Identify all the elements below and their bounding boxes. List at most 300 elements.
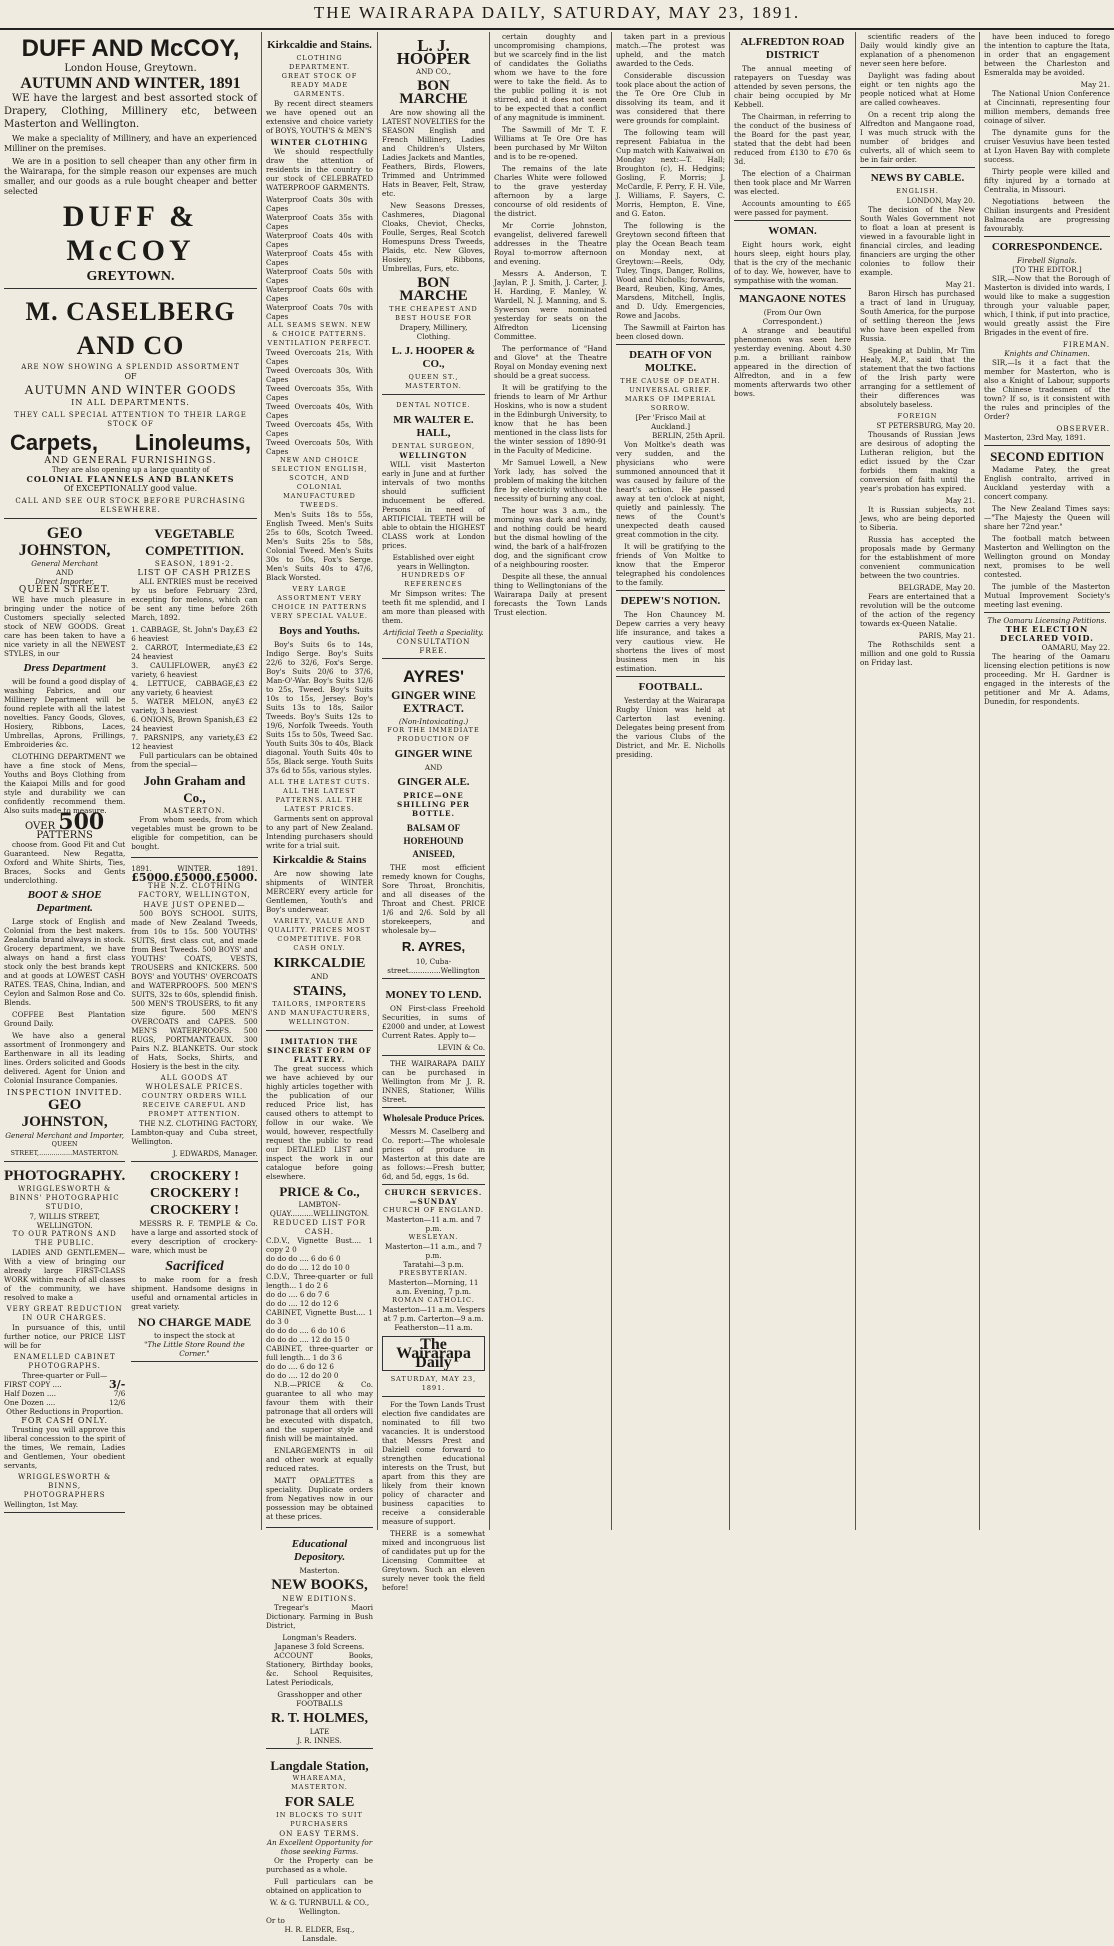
geo-dress: Dress Department bbox=[23, 662, 106, 674]
whole-body: Messrs M. Caselberg and Co. report:—The wholesale prices of produce in Masterton at this date are as follows:—Fresh butter, 6d, and 5d, eggs, 1s 6d. bbox=[382, 1127, 485, 1181]
photo-half: Half Dozen .... bbox=[4, 1389, 56, 1398]
c5-football: FOOTBALL. bbox=[638, 681, 703, 693]
photo-addr: 7, WILLIS STREET, WELLINGTON. bbox=[29, 1212, 100, 1230]
veg-item-prizes bbox=[235, 733, 257, 751]
price-imit: IMITATION THE SINCEREST FORM OF FLATTERY. bbox=[267, 1037, 372, 1064]
c6-mang: MANGAONE NOTES bbox=[739, 293, 846, 305]
veg-body: ALL ENTRIES must be received by us before February 23rd, excepting for melons, which can be sent any time before 26th March, 1892. bbox=[131, 577, 258, 622]
c8-fire: Firebell Signals. bbox=[1017, 256, 1077, 265]
ad-ayres bbox=[382, 662, 485, 979]
ad-photography bbox=[4, 1165, 125, 1513]
k-title3: KIRKCALDIE bbox=[273, 956, 366, 971]
geo-boot-body: Large stock of English and Colonial from the best makers. Zealandia brand always in stock. Grocery department, we have always on hand a first class stock only the best brands kept and at goods at LOWEST CASH RATES. TEAS, China, Indian, and Ceylon and Salmon Rose and Co. Blends. bbox=[4, 917, 126, 1007]
ayres-balsam-body: THE most efficient remedy known for Coughs, Sore Throat, Bronchitis, and all diseases of the Throat and Chest. PRICE 1/6 and 2/6. Sold by all storekeepers, and wholesale by— bbox=[382, 863, 485, 935]
c8-obsdate: Masterton, 23rd May, 1891. bbox=[984, 433, 1086, 442]
dental-hall: MR WALTER E. HALL, bbox=[393, 414, 474, 439]
c8-p7: SIR,—Is it a fact that the member for Masterton, who is also a Knight of Labour, supports the Chinese tradesmen of the town? If so, is it consistent with the rules and principles of the Order? bbox=[984, 358, 1110, 421]
c7-p11: The Rothschilds sent a million and one gold to Russia on Friday last. bbox=[860, 640, 975, 667]
edu-masterton: Masterton. bbox=[299, 1566, 340, 1575]
k-title: Kirkcaldie and Stains. bbox=[267, 39, 372, 51]
veg-prize-second: £2 bbox=[248, 643, 258, 652]
c5-p4: The following is the Greytown second fifteen that play the Ocean Beach team on Monday next, at Greytown:—Reels, Ody, Tuley, Tings, Danger, Rollins, Wood and Nicholls; forwards, Beard, Reuben, King, Ames, Marsdens, Mitchell, Inglis, and D. Udy. Emergencies, Rowe and Jacobs. bbox=[616, 221, 725, 320]
caselberg-excep: Of EXCEPTIONALLY good value. bbox=[63, 484, 198, 493]
c6-p5: Eight hours work, eight hours sleep, eight hours play, that is the cry of the mechanic of to day. We, however, have to sympathise with the woman. bbox=[734, 240, 851, 285]
c5-depew: DEPEW'S NOTION. bbox=[620, 595, 721, 607]
k-seams: ALL SEAMS SEWN. NEW & CHOICE PATTERNS. VENTILATION PERFECT. bbox=[267, 321, 372, 347]
c6-p2: The Chairman, in referring to the conduct of the business of the Board for the past year, stated that the debt had been reduced from £130 to £70 6s 3d. bbox=[734, 112, 851, 166]
ad-kirkcaldie bbox=[266, 32, 373, 1031]
geo2-street: QUEEN STREET,................MASTERTON. bbox=[10, 1140, 119, 1157]
lang-title: Langdale Station, bbox=[270, 1758, 369, 1773]
ayres-balsam: BALSAM OF HOREHOUND ANISEED, bbox=[403, 823, 464, 859]
tweed-row: Tweed Overcoats 21s, With Capes bbox=[266, 348, 373, 366]
k-waterproof bbox=[266, 195, 373, 321]
geo-coffee: COFFEE Best Plantation Ground Daily. bbox=[4, 1010, 126, 1028]
c8-p1: have been induced to forego the intention to capture the Itata, in order that an engagement between the Charleston and Esmeralda may be avoided. bbox=[984, 32, 1110, 77]
caselberg-title: M. CASELBERG AND CO bbox=[25, 297, 236, 360]
price-list-row: do do .... 6 do 12 6 bbox=[266, 1362, 334, 1371]
lang-property: Or the Property can be purchased as a whole. bbox=[266, 1856, 373, 1874]
price-reduced: REDUCED LIST FOR CASH. bbox=[272, 1218, 367, 1236]
paper-date: SATURDAY, MAY 23, 1891. bbox=[390, 1375, 477, 1392]
duff-body: WE have the largest and best assorted stock of Drapery, Clothing, Millinery etc, between Masterton and Wellington. bbox=[4, 93, 257, 130]
ayres-nonintox: (Non-Intoxicating.) bbox=[398, 717, 469, 726]
column-3 bbox=[378, 32, 490, 1592]
geo-sub2: AND bbox=[56, 568, 74, 577]
c8-may21: May 21. bbox=[1080, 80, 1110, 89]
caselberg-furn: AND GENERAL FURNISHINGS. bbox=[44, 456, 217, 466]
duff-season: AUTUMN AND WINTER, 1891 bbox=[20, 75, 241, 92]
k-and: AND bbox=[310, 972, 329, 981]
price-list-row: do do .... 12 do 12 6 bbox=[266, 1299, 339, 1308]
photo-one: One Dozen .... bbox=[4, 1398, 56, 1407]
ad-educational bbox=[266, 1531, 373, 1749]
c7-p7: Thousands of Russian Jews are desirous of adopting the Lutheran religion, but the edict issued by the Czar forbids them making a conversion of faith until the year's probation has expired. bbox=[860, 430, 975, 493]
waterproof-row: Waterproof Coats 70s with Capes bbox=[266, 303, 373, 321]
geo-body: WE have much pleasure in bringing under the notice of Customers specially selected stock of NEW GOODS. Great care has been taken to have a nice variety in all the NEWEST STYLES, in our bbox=[4, 595, 126, 658]
duff-body3: We are in a position to sell cheaper than any other firm in the Wairarapa, for the simple reason our expenses are much smaller, and our goods as a rule bought cheaper and better selected bbox=[4, 157, 257, 196]
ad-caselberg bbox=[4, 292, 257, 519]
c5-death: DEATH OF VON MOLTKE. bbox=[629, 349, 712, 374]
geo-title: GEO JOHNSTON, bbox=[18, 525, 111, 559]
c8-p3: The dynamite guns for the cruiser Vesuvius have been tested at Lyon Haven Bay with complete success. bbox=[984, 128, 1110, 164]
k-very: VERY LARGE ASSORTMENT VERY CHOICE IN PATTERNS VERY SPECIAL VALUE. bbox=[271, 585, 368, 620]
edu-holmes: R. T. HOLMES, bbox=[270, 1711, 369, 1726]
ad-vegetable bbox=[131, 522, 257, 858]
price-list-row: do do do .... 12 do 15 0 bbox=[266, 1335, 350, 1344]
photo-to: TO OUR PATRONS AND THE PUBLIC. bbox=[12, 1230, 117, 1247]
church-1h: ROMAN CATHOLIC. bbox=[392, 1296, 475, 1304]
edu-newbooks: NEW BOOKS, bbox=[271, 1577, 368, 1593]
dental-notice: DENTAL NOTICE. bbox=[396, 401, 471, 409]
c8-corr: CORRESPONDENCE. bbox=[991, 241, 1103, 253]
hooper-body: Are now showing all the LATEST NOVELTIES for the SEASON English and French Millinery, Ladies and Children's Ulsters, Ladies Jackets and Mantles, Feathers, Birds, Flowers, Trimmed and Untrimmed Hats in Beaver, Felt, Straw, etc. bbox=[382, 108, 485, 198]
price-list-row: do do do .... 6 do 6 0 bbox=[266, 1254, 341, 1263]
price-list bbox=[266, 1236, 373, 1380]
col1-left bbox=[4, 522, 125, 1516]
c5-p2: Considerable discussion took place about the action of the Te Ore Ore Club in dissolving its team, and it was considered that there were grounds for complaint. bbox=[616, 71, 725, 125]
c5-p7: It will be gratifying to the friends of Von Moltke to know that the Emperor telegraphed his condolences to the family. bbox=[616, 542, 725, 587]
dental-hundreds: HUNDREDS OF REFERENCES bbox=[401, 571, 466, 588]
caselberg-flannel: COLONIAL FLANNELS AND BLANKETS bbox=[26, 474, 235, 484]
photo-body: LADIES AND GENTLEMEN—With a view of bringing our already large FIRST-CLASS WORK within reach of all classes of the community, we have resolved to make a bbox=[4, 1248, 126, 1302]
c5-p5: The Sawmill at Fairton has been closed down. bbox=[616, 323, 725, 341]
geo-sub: General Merchant bbox=[31, 559, 98, 568]
waterproof-row: Waterproof Coats 60s with Capes bbox=[266, 285, 373, 303]
editorial-1: For the Town Lands Trust election five candidates are nominated to fill two vacancies. It is understood that Messrs Prest and Dalziell come forward to strengthen educational interests on the Trust, but apart from this they are likely from their known policy of character and business capacities to receive a considerable measure of support. bbox=[382, 1400, 485, 1526]
rule-3 bbox=[382, 1396, 485, 1397]
veg-prize-first: £3 bbox=[235, 643, 245, 652]
nz-year-3: 1891. bbox=[237, 864, 258, 873]
price-nb: N.B.—PRICE & Co. guarantee to all who may favour them with their patronage that all orders will be executed with dispatch, and the superior style and finish will be maintained. bbox=[266, 1380, 373, 1443]
hooper-bon2: BON MARCHE bbox=[399, 275, 468, 304]
c7-p2: Daylight was fading about eight or ten nights ago the people noticed what at Home are called cowheaves. bbox=[860, 71, 975, 107]
ayres-price: PRICE—ONE SHILLING PER BOTTLE. bbox=[397, 791, 470, 818]
c5-p3: The following team will represent Fabiatua in the Cup match with Kaiwaiwai on Monday next:—T. Hall; Broughton (c), H. Hedgins; Gosling, F. Morris; J. McCardle, F. Perry, F. H. Vile, J. Williams, F. Sayers, C. Morris, Hempton, E. Vine, and G. Eaton. bbox=[616, 128, 725, 218]
nz-manager: J. EDWARDS, Manager. bbox=[172, 1149, 258, 1158]
caselberg-line2: OF bbox=[124, 372, 137, 381]
c4-p4: Mr Corrie Johnston, evangelist, delivered farewell addresses in the Theatre Royal to-morrow afternoon and evening. bbox=[494, 221, 607, 266]
c4-p8: Mr Samuel Lowell, a New York lady, has solved the problem of making the kitchen fire by electricity without the necessity of burning any coal. bbox=[494, 458, 607, 503]
nz-items: 500 BOYS SCHOOL SUITS, made of New Zealand Tweeds, from 10s to 15s. 500 YOUTHS' SUITS, first class cut, and made from Best Tweeds. 500 BOYS' and YOUTHS' COATS, VESTS, TROUSERS and KNICKERS. 500 BOYS' and YOUTHS' OVERCOATS and WATERPROOFS. 500 MEN'S SUITS, 32s to 60s, splendid finish. 500 MEN'S TROUSERS, to fit any size figure. 500 MEN'S OVERCOATS and CAPES. 500 MEN'S WATERPROOFS. 500 RUGS, PORTMANTEAUX. 300 Pairs N.Z. BLANKETS. Our stock of Hats, Socks, Shirts, and Hosiery is the best in the city. bbox=[131, 909, 258, 1071]
c5-p9: Yesterday at the Wairarapa Rugby Union was held at Carterton last evening. Delegates being present from the various Clubs of the District, and Mr. E. Nicholls presiding. bbox=[616, 696, 725, 759]
nz-year-2: WINTER. bbox=[177, 864, 212, 873]
veg-prize-second: £2 bbox=[248, 715, 258, 724]
rule-2 bbox=[382, 1184, 485, 1185]
church-1e: Taratahi—3 p.m. bbox=[403, 1260, 464, 1269]
edu-late: LATE bbox=[309, 1727, 330, 1736]
c6-h1: ALFREDTON ROAD DISTRICT bbox=[740, 36, 845, 61]
photo-trust: Trusting you will approve this liberal concession to the spirit of the times, We remain, Ladies and Gentlemen, Your obedient servants, bbox=[4, 1425, 126, 1470]
c8-p5: Negotiations between the Chilian insurgents and President Balmaceda are progressing favourably. bbox=[984, 197, 1110, 233]
price-lambton: LAMBTON-QUAY..........WELLINGTON. bbox=[269, 1200, 370, 1218]
c5-p1: taken part in a previous match.—The protest was upheld, and the match awarded to the Ceds. bbox=[616, 32, 725, 68]
lang-easy: ON EASY TERMS. bbox=[279, 1829, 360, 1838]
church-1c: WESLEYAN. bbox=[408, 1233, 459, 1241]
price-list-row: do do do .... 6 do 10 6 bbox=[266, 1326, 346, 1335]
c7-stp: ST PETERSBURG, May 20. bbox=[876, 421, 975, 430]
veg-item bbox=[131, 679, 257, 697]
photo-other: Other Reductions in Proportion. bbox=[6, 1407, 124, 1416]
column-6 bbox=[730, 32, 856, 1530]
price-list-row: do do .... 12 do 20 0 bbox=[266, 1371, 339, 1380]
money-title: MONEY TO LEND. bbox=[385, 989, 482, 1001]
photo-half-price: 7/6 bbox=[113, 1389, 126, 1398]
nz-title: THE N.Z. CLOTHING FACTORY, WELLINGTON, bbox=[138, 882, 251, 899]
editorial-2: THERE is a somewhat mixed and incongruous list of candidates put up for the Licensing Committee at Greytown. Such an eleven surely never took the field before! bbox=[382, 1529, 485, 1592]
geo-street: QUEEN STREET. bbox=[18, 585, 111, 595]
veg-item-name: 5. WATER MELON, any variety, 3 heaviest bbox=[131, 697, 236, 715]
daily-notice: THE WAIRARAPA DAILY can be purchased in Wellington from Mr J. R. INNES, Stationer, Willis Street. bbox=[382, 1059, 485, 1104]
k-approval: Garments sent on approval to any part of New Zealand. Intending purchasers should write for a trial suit. bbox=[266, 814, 373, 850]
photo-cash: FOR CASH ONLY. bbox=[21, 1416, 108, 1425]
caselberg-line4: IN ALL DEPARTMENTS. bbox=[71, 398, 190, 407]
lang-elder: H. R. ELDER, Esq., Lansdale. bbox=[284, 1925, 355, 1943]
geo2-sub: General Merchant and Importer, bbox=[5, 1131, 125, 1140]
veg-season: SEASON, 1891-2. bbox=[154, 559, 235, 568]
c8-p6: SIR,—Now that the Borough of Masterton is divided into wards, I would like to make a suggestion through your valuable paper, which, I think, if put into practice, would greatly assist the Fire Brigades in the event of fire. bbox=[984, 274, 1110, 337]
c8-p12: The hearing of the Oamaru licensing election petitions is now proceeding. Mr H. Gardner is engaged in the interests of the petitioner and Mr A. Adams, Dunedin, for respondents. bbox=[984, 652, 1110, 706]
geo-agent: We have also a general assortment of Ironmongery and Earthenware in all its leading lines. Orders solicited and Goods delivered. Agent for Union and Colonial Insurance Companies. bbox=[4, 1031, 126, 1085]
c5-p8: The Hon Chauncey M. Depew carries a very heavy life insurance, and takes a very cautious view. He shortens the lives of most business men in his estimation. bbox=[616, 610, 725, 673]
photo-first-price: 3/- bbox=[109, 1378, 126, 1391]
ad-hooper bbox=[382, 32, 485, 395]
c7-p4: The decision of the New South Wales Government not to float a loan at present is viewed in a favourable light in financial circles, and leading financiers are urging the other colonies to follow their example. bbox=[860, 205, 975, 277]
veg-prize-second: £2 bbox=[248, 625, 258, 634]
jg-town: MASTERTON. bbox=[163, 806, 226, 815]
geo-dress-body: will be found a good display of washing Fabrics, and our Millinery Department will be found replete with all the latest novelties. Fancy Goods, Gloves, Hosiery, Ribbons, Laces, Umbrellas, Aprons, Frillings, Embroideries &c. bbox=[4, 677, 126, 749]
k-title2: Kirkcaldie & Stains bbox=[272, 854, 367, 866]
ad-geo-johnston bbox=[4, 522, 125, 1162]
church-1f: PRESBYTERIAN. bbox=[399, 1269, 468, 1277]
hooper-bon: BON MARCHE bbox=[399, 78, 468, 107]
money-levin: LEVIN & Co. bbox=[437, 1043, 485, 1052]
column-1 bbox=[0, 32, 262, 1530]
photo-one-price: 12/6 bbox=[109, 1398, 126, 1407]
veg-items bbox=[131, 625, 257, 751]
lang-whareama: WHAREAMA, MASTERTON. bbox=[291, 1774, 348, 1791]
waterproof-row: Waterproof Coats 40s with Capes bbox=[266, 231, 373, 249]
c7-london: LONDON, May 20. bbox=[906, 196, 975, 205]
duff-body2: We make a speciality of Millinery, and have an experienced Milliner on the premises. bbox=[4, 134, 257, 153]
photo-body2: In pursuance of this, until further notice, our PRICE LIST will be for bbox=[4, 1323, 126, 1350]
rule-1 bbox=[382, 1107, 485, 1108]
k-tailors: TAILORS, IMPORTERS AND MANUFACTURERS, WELLINGTON. bbox=[268, 1000, 371, 1026]
c5-cause: THE CAUSE OF DEATH. bbox=[620, 377, 721, 385]
ad-crockery bbox=[131, 1165, 257, 1362]
photo-title: PHOTOGRAPHY. bbox=[4, 1168, 126, 1184]
ayres-for: FOR THE IMMEDIATE PRODUCTION OF bbox=[387, 726, 480, 743]
c6-p6: A strange and beautiful phenomenon was seen here yesterday evening. About 4.30 p.m. a brilliant rainbow appeared in the direction of Alfredton, and in a few moments afterwards two other bows. bbox=[734, 326, 851, 398]
geo-over-word: OVER bbox=[25, 821, 56, 832]
k-body: By recent direct steamers we have opened out an extensive and choice variety of BOYS, YOUTH'S & MEN'S bbox=[266, 99, 373, 135]
hooper-dress: New Seasons Dresses, Cashmeres, Diagonal Cloaks, Cheviot, Checks, Foulle, Serges, Real Scotch Homespuns Dress Tweeds, Plaids, etc. New Gloves, Hosiery, Ribbons, Umbrellas, Furs, etc. bbox=[382, 201, 485, 273]
hooper-queen: QUEEN ST., MASTERTON. bbox=[405, 373, 462, 390]
geo-500: 500 bbox=[58, 809, 105, 835]
column-2 bbox=[262, 32, 378, 1943]
hooper-title2: L. J. HOOPER & CO., bbox=[391, 345, 476, 370]
ad-nz-clothing bbox=[131, 861, 257, 1162]
whole-title: Wholesale Produce Prices. bbox=[382, 1113, 485, 1123]
c5-rule-2 bbox=[616, 590, 725, 591]
ad-money bbox=[382, 982, 485, 1056]
tweed-row: Tweed Overcoats 30s, With Capes bbox=[266, 366, 373, 384]
ayres-name: R. AYRES, bbox=[401, 939, 466, 954]
c6-own: (From Our Own Correspondent.) bbox=[762, 308, 823, 326]
k-sub: CLOTHING DEPARTMENT. bbox=[288, 54, 351, 71]
dental-established: Established over eight years in Wellington. bbox=[392, 553, 475, 571]
c7-may21: May 21. bbox=[945, 280, 975, 289]
c8-p9: The New Zealand Times says:—"The Majesty the Queen will share her 72nd year." bbox=[984, 504, 1110, 531]
c8-knights: Knights and Chinamen. bbox=[1004, 349, 1090, 358]
column-7 bbox=[856, 32, 980, 1530]
c4-p7: It will be gratifying to the friends to learn of Mr Arthur Hoskins, who is now a student in the Edinburgh University, to know that he has been mentioned in the class lists for the winter session of 1890-91 in the Faculty of Medicine. bbox=[494, 383, 607, 455]
k-boys-list: Boy's Suits 6s to 14s, Indigo Serge. Boy's Suits 22/6 to 32/6, Fox's Serge. Boy's Suits 20/6 to 37/6, Man-O'-War. Boy's Suits 12/6 to 25s, Tweed. Boy's Suits 10s to 15s, Jersey. Boy's Suits 13s to 18s, Sailor Tweeds. Boy's Suits 12s to 19/6, Norfolk Tweeds. Youth Suits 15s to 50s, Tweed Sac. Youth Suits 30s to 40s, Black diagonal. Youth Suits 40s to 55s, Black serge. Youth Suits 37s 6d to 55s, various styles. bbox=[266, 640, 373, 775]
c7-p8: It is Russian subjects, not Jews, who are being deported to Siberia. bbox=[860, 505, 975, 532]
crock-body2: to make room for a fresh shipment. Handsome designs in useful and ornamental articles in great variety. bbox=[131, 1275, 258, 1311]
veg-item-name: 4. LETTUCE, CABBAGE, any variety, 6 heaviest bbox=[131, 679, 236, 697]
edu-neweditions: NEW EDITIONS. bbox=[282, 1594, 357, 1603]
veg-item bbox=[131, 625, 257, 643]
k-title4: STAINS, bbox=[292, 984, 347, 999]
dental-body: WILL visit Masterton early in June and at further intervals of two months should sufficient inducement be offered. Persons in need of ARTIFICIAL TEETH will be able to obtain the HIGHEST CLASS work at London prices. bbox=[382, 460, 485, 550]
price-list-row: CABINET, Vignette Bust.... 1 do 3 0 bbox=[266, 1308, 373, 1326]
tweed-row: Tweed Overcoats 35s, With Capes bbox=[266, 384, 373, 402]
veg-prize-second: £2 bbox=[248, 679, 258, 688]
c8-p10: The football match between Masterton and Wellington on the Wellington ground on Monday next, promises to be well contested. bbox=[984, 534, 1110, 579]
lang-forsale: FOR SALE bbox=[284, 1795, 355, 1810]
dental-simpson: Mr Simpson writes: The teeth fit me splendid, and I am more than pleased with them. bbox=[382, 589, 485, 625]
hooper-drapery: Drapery, Millinery, Clothing. bbox=[399, 323, 468, 341]
tweed-row: Tweed Overcoats 50s, With Capes bbox=[266, 438, 373, 456]
dental-consult: CONSULTATION FREE. bbox=[396, 637, 471, 655]
ayres-title: AYRES' bbox=[402, 667, 465, 686]
c4-p5: Messrs A. Anderson, T. Jaylan, P. J. Smith, J. Carter, J. H. Harding, F. Manley, W. Wardell, N. J. Manning, and S. Sywerson were nominated yesterday for seats on the Alfredton Licensing Committee. bbox=[494, 269, 607, 341]
church-title: CHURCH SERVICES.—SUNDAY bbox=[384, 1188, 483, 1206]
nz-opened: HAVE JUST OPENED— bbox=[143, 900, 246, 909]
ayres-ginger: GINGER WINE EXTRACT. bbox=[391, 688, 476, 715]
veg-prize-first: £3 bbox=[235, 697, 245, 706]
veg-item-name: 1. CABBAGE, St. John's Day, 6 heaviest bbox=[131, 625, 236, 643]
geo-sub3: Direct Importer, bbox=[35, 577, 95, 586]
c5-rule-1 bbox=[616, 344, 725, 345]
geo-boot: BOOT & SHOE Department. bbox=[27, 889, 102, 914]
k-boys: Boys and Youths. bbox=[279, 625, 360, 637]
edu-innes: J. R. INNES. bbox=[297, 1736, 342, 1745]
duff-title: DUFF AND McCOY, bbox=[21, 35, 240, 62]
k-great: GREAT STOCK OF READY MADE GARMENTS. bbox=[281, 72, 358, 98]
geo-patterns: PATTERNS bbox=[36, 830, 93, 841]
paper-name: The Wairarapa Daily bbox=[382, 1336, 485, 1371]
veg-list: LIST OF CASH PRIZES bbox=[137, 568, 252, 577]
tweed-row: Tweed Overcoats 40s, With Capes bbox=[266, 402, 373, 420]
c5-press: [Per 'Frisco Mail at Auckland.] bbox=[635, 413, 706, 431]
price-title: PRICE & Co., bbox=[279, 1184, 360, 1199]
photo-three: Three-quarter or Full— bbox=[22, 1371, 108, 1380]
church-1d: Masterton—11 a.m., and 7 p.m. bbox=[385, 1242, 482, 1260]
k-newchoice: NEW AND CHOICE SELECTION ENGLISH, SCOTCH, AND COLONIAL MANUFACTURED TWEEDS. bbox=[271, 456, 368, 509]
c8-p2: The National Union Conference at Cincinnati, representing four million members, demands free coinage of silver. bbox=[984, 89, 1110, 125]
c5-p6: Von Moltke's death was very sudden, and the physicians who were summoned announced that it was caused by failure of the heart's action. He passed away at ten o'clock at night, quietly and painlessly. The news of the Count's unexpected death caused great commotion in the city. bbox=[616, 440, 725, 539]
photo-first: FIRST COPY .... bbox=[4, 1380, 62, 1389]
edu-tregear: Tregear's Maori Dictionary. Farming in Bush District, bbox=[266, 1603, 373, 1630]
price-list-row: CABINET, three-quarter or full length... 1 do 3 6 bbox=[266, 1344, 373, 1362]
waterproof-row: Waterproof Coats 50s with Capes bbox=[266, 267, 373, 285]
crock-1: CROCKERY ! bbox=[150, 1169, 239, 1184]
caselberg-call: CALL AND SEE OUR STOCK BEFORE PURCHASING ELSEWHERE. bbox=[15, 497, 246, 514]
column-4 bbox=[490, 32, 612, 1530]
crock-nocharge: NO CHARGE MADE bbox=[137, 1315, 252, 1329]
nz-amount-1: £5000. bbox=[131, 871, 174, 884]
nz-year-1: 1891. bbox=[131, 864, 152, 873]
veg-item bbox=[131, 661, 257, 679]
photo-price-one bbox=[4, 1398, 125, 1407]
k-mens: Men's Suits 18s to 55s, English Tweed. Men's Suits 25s to 60s, Scotch Tweed. Men's Suits 25s to 58s, Colonial Tweed. Men's Suits 30s to 50s, Fox's Serge. Men's Suits 40s to 47/6, Black Worsted. bbox=[266, 510, 373, 582]
duff-town: GREYTOWN. bbox=[86, 269, 175, 284]
veg-prize-first: £3 bbox=[235, 679, 245, 688]
edu-longman: Longman's Readers. bbox=[282, 1633, 357, 1642]
c4-p10: Despite all these, the annual thing to Wellingtonians of the Wairarapa Daily at present forecasts the Town Lands Trust election. bbox=[494, 572, 607, 617]
price-list-row: C.D.V., Three-quarter or full length... 1 do 2 6 bbox=[266, 1272, 373, 1290]
c7-english: ENGLISH. bbox=[896, 187, 939, 195]
c5-grief: UNIVERSAL GRIEF. bbox=[629, 386, 712, 394]
c8-observer: OBSERVER. bbox=[1056, 424, 1110, 433]
edu-grass: Grasshopper and other FOOTBALLS bbox=[277, 1690, 362, 1708]
hooper-cheapest: THE CHEAPEST AND BEST HOUSE FOR bbox=[389, 305, 478, 322]
c8-p11: The jumble of the Masterton Mutual Improvement Society's meeting last evening. bbox=[984, 582, 1110, 609]
photo-date: Wellington, 1st May. bbox=[4, 1500, 79, 1509]
edu-japanese: Japanese 3 fold Screens. bbox=[274, 1642, 365, 1651]
lang-blocks: IN BLOCKS TO SUIT PURCHASERS bbox=[276, 1811, 363, 1828]
crock-body: MESSRS R. F. TEMPLE & Co. have a large and assorted stock of every description of crockery-ware, which must be bbox=[131, 1219, 258, 1255]
waterproof-row: Waterproof Coats 30s with Capes bbox=[266, 195, 373, 213]
dental-wellington: WELLINGTON bbox=[399, 451, 468, 460]
caselberg-line1: ARE NOW SHOWING A SPLENDID ASSORTMENT bbox=[21, 363, 240, 371]
geo2-title: GEO JOHNSTON, bbox=[21, 1097, 108, 1130]
c8-p8: Madame Patey, the great English contralto, arrived in Auckland yesterday with a concert company. bbox=[984, 465, 1110, 501]
c7-rule-1 bbox=[860, 167, 975, 168]
nz-factory: THE N.Z. CLOTHING FACTORY, Lambton-quay and Cuba street, Wellington. bbox=[131, 1119, 258, 1146]
c8-oamaru: The Oamaru Licensing Petitions. bbox=[987, 616, 1107, 625]
k-latest: ALL THE LATEST CUTS. ALL THE LATEST PATTERNS. ALL THE LATEST PRICES. bbox=[268, 778, 371, 813]
ad-langdale bbox=[266, 1752, 373, 1946]
photo-reduction: VERY GREAT REDUCTION IN OUR CHARGES. bbox=[6, 1305, 123, 1322]
veg-item-name: 7. PARSNIPS, any variety, 12 heaviest bbox=[131, 733, 236, 751]
church-1b: Masterton—11 a.m. and 7 p.m. bbox=[386, 1215, 481, 1233]
veg-item-prizes bbox=[235, 679, 257, 697]
veg-item-name: 3. CAULIFLOWER, any variety, 6 heaviest bbox=[131, 661, 236, 679]
caselberg-line3: AUTUMN AND WINTER GOODS bbox=[24, 382, 237, 397]
photo-foot: PHOTOGRAPHERS bbox=[23, 1491, 106, 1499]
c8-rule-3 bbox=[984, 612, 1110, 613]
c7-p10: Fears are entertained that a revolution will be the outcome of the action of the regency towards ex-Queen Natalie. bbox=[860, 592, 975, 628]
waterproof-row: Waterproof Coats 35s with Capes bbox=[266, 213, 373, 231]
c7-p6: Speaking at Dublin, Mr Tim Healy, M.P., said that the statement that the two factions of the Irish party were arranging for a settlement of their differences was absolutely baseless. bbox=[860, 346, 975, 409]
caselberg-carpets: Carpets, bbox=[10, 430, 99, 455]
c7-p3: On a recent trip along the Alfredton and Mangaone road, I was much struck with the number of bridges and culverts, all of which seem to be in fair order. bbox=[860, 110, 975, 164]
veg-item-prizes bbox=[235, 661, 257, 679]
photo-price-half bbox=[4, 1389, 125, 1398]
ayres-cuba: 10, Cuba-street..............Wellington bbox=[387, 957, 480, 975]
veg-item bbox=[131, 733, 257, 751]
nz-amount-3: £5000. bbox=[215, 871, 258, 884]
veg-item bbox=[131, 643, 257, 661]
col1-right bbox=[131, 522, 257, 1516]
hooper-andco: AND CO., bbox=[415, 67, 452, 76]
veg-prize-first: £3 bbox=[235, 625, 245, 634]
veg-prize-first: £3 bbox=[235, 661, 245, 670]
price-matt: MATT OPALETTES a speciality. Duplicate orders from Negatives now in our possession may be obtained at these prices. bbox=[266, 1476, 373, 1521]
photo-enamel: ENAMELLED CABINET PHOTOGRAPHS. bbox=[13, 1353, 116, 1370]
c6-rule-1 bbox=[734, 220, 851, 221]
money-body: ON First-class Freehold Securities, in sums of £2000 and under, at Lowest Current Rates. Apply to— bbox=[382, 1004, 485, 1040]
c4-p1: certain doughty and uncompromising champions, but we scarcely find in the list of candidates the Goliaths whom we have to the fore were to take the field. As to the public polling it is not stirred, and it does not seem to be expected that a conflict of any magnitude is imminent. bbox=[494, 32, 607, 122]
column-5 bbox=[612, 32, 730, 1530]
c8-fireman: FIREMAN. bbox=[1062, 340, 1110, 349]
c6-p1: The annual meeting of ratepayers on Tuesday was attended by seven persons, the chair being occupied by Mr Kebbell. bbox=[734, 64, 851, 109]
c6-p3: The election of a Chairman then took place and Mr Warren was elected. bbox=[734, 169, 851, 196]
c7-belgrade: BELGRADE, May 20. bbox=[898, 583, 975, 592]
geo-choose: choose from. Good Fit and Cut Guaranteed. New Regatta, Oxford and White Shirts, Ties, Braces, Socks and Gents underclothing. bbox=[4, 840, 126, 885]
caselberg-line5: THEY CALL SPECIAL ATTENTION TO THEIR LARGE STOCK OF bbox=[14, 411, 247, 428]
veg-item bbox=[131, 697, 257, 715]
nz-amount-2: £5000. bbox=[173, 871, 216, 884]
photo-sig: WRIGGLESWORTH & BINNS, bbox=[18, 1473, 112, 1490]
veg-item-prizes bbox=[235, 715, 257, 733]
photo-sub: WRIGGLESWORTH & BINNS' PHOTOGRAPHIC STUDIO, bbox=[9, 1185, 120, 1211]
waterproof-row: Waterproof Coats 45s with Capes bbox=[266, 249, 373, 267]
lang-full: Full particulars can be obtained on application to bbox=[266, 1877, 373, 1895]
